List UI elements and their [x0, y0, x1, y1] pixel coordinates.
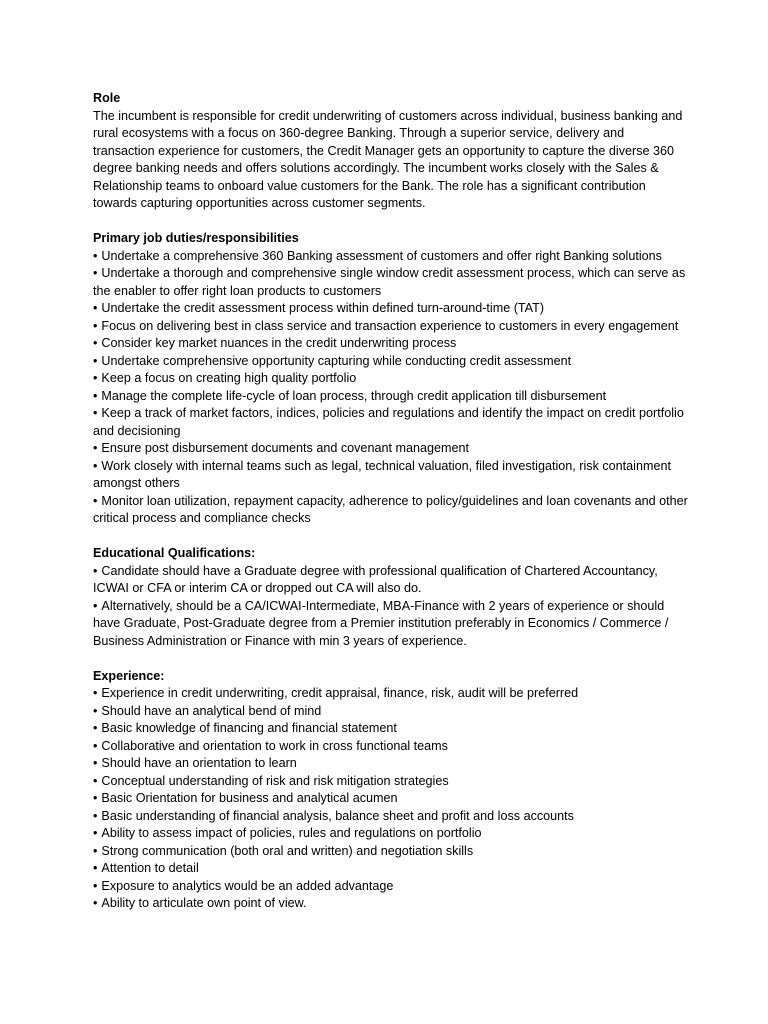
role-heading: Role	[93, 91, 121, 105]
bullet-glyph: •	[93, 441, 98, 455]
bullet-glyph: •	[93, 248, 98, 263]
list-item	[93, 773, 688, 791]
bullet-glyph: •	[93, 318, 98, 333]
bullet-glyph: •	[93, 371, 98, 385]
list-item-text: Undertake a thorough and comprehensive single window credit assessment process, which can serve as the enabler to offer right loan products to customers	[93, 266, 686, 298]
bullet-glyph: •	[93, 808, 98, 823]
bullet-glyph: •	[93, 738, 98, 753]
list-item	[93, 300, 688, 318]
bullet-glyph: •	[93, 388, 98, 403]
list-item-text: Basic Orientation for business and analytical acumen	[101, 791, 398, 805]
duties-list	[93, 248, 688, 528]
list-item-text: Consider key market nuances in the credit underwriting process	[101, 336, 457, 350]
list-item-text: Ability to articulate own point of view.	[101, 896, 307, 910]
list-item-text: Manage the complete life-cycle of loan process, through credit application till disbursement	[101, 388, 607, 403]
bullet-glyph: •	[93, 336, 98, 350]
list-item-text: Undertake the credit assessment process within defined turn-around-time (TAT)	[101, 301, 545, 315]
list-item-text: Focus on delivering best in class service and transaction experience to customers in every engagement	[101, 318, 679, 333]
list-item-text: Keep a focus on creating high quality portfolio	[101, 371, 357, 385]
bullet-glyph: •	[93, 458, 98, 473]
list-item-text: Alternatively, should be a CA/ICWAI-Intermediate, MBA-Finance with 2 years of experience or should have Graduate, Post-Graduate degree from a Premier institution preferably in Economics / Commerce / Business Administration or Finance with min 3 years of experience.	[93, 598, 669, 648]
list-item-text: Should have an analytical bend of mind	[101, 703, 322, 718]
bullet-glyph: •	[93, 598, 98, 613]
list-item	[93, 790, 688, 808]
list-item-text: Ability to assess impact of policies, rules and regulations on portfolio	[101, 826, 482, 840]
list-item-text: Should have an orientation to learn	[101, 756, 297, 770]
bullet-glyph: •	[93, 878, 98, 893]
bullet-glyph: •	[93, 686, 98, 700]
bullet-glyph: •	[93, 756, 98, 770]
list-item	[93, 720, 688, 738]
experience-heading: Experience:	[93, 668, 165, 683]
list-item	[93, 895, 688, 913]
bullet-glyph: •	[93, 703, 98, 718]
list-item	[93, 808, 688, 826]
role-section	[93, 90, 688, 213]
experience-section	[93, 668, 688, 913]
duties-section	[93, 230, 688, 528]
list-item	[93, 843, 688, 861]
list-item	[93, 370, 688, 388]
list-item	[93, 458, 688, 493]
bullet-glyph: •	[93, 353, 98, 368]
list-item-text: Work closely with internal teams such as legal, technical valuation, filed investigation, risk containment amongst others	[93, 458, 671, 490]
bullet-glyph: •	[93, 721, 98, 735]
bullet-glyph: •	[93, 563, 98, 578]
education-heading: Educational Qualifications:	[93, 546, 256, 560]
list-item-text: Candidate should have a Graduate degree with professional qualification of Chartered Accountancy, ICWAI or CFA or interim CA or dropped out CA will also do.	[93, 563, 658, 595]
list-item-text: Conceptual understanding of risk and risk mitigation strategies	[101, 773, 449, 788]
list-item-text: Basic understanding of financial analysis, balance sheet and profit and loss accounts	[101, 808, 574, 823]
list-item-text: Attention to detail	[101, 861, 199, 875]
list-item	[93, 563, 688, 598]
list-item	[93, 440, 688, 458]
list-item-text: Basic knowledge of financing and financial statement	[101, 721, 397, 735]
bullet-glyph: •	[93, 773, 98, 788]
list-item	[93, 685, 688, 703]
list-item	[93, 248, 688, 266]
list-item	[93, 738, 688, 756]
list-item	[93, 878, 688, 896]
duties-heading: Primary job duties/responsibilities	[93, 231, 299, 245]
experience-list	[93, 685, 688, 913]
list-item-text: Strong communication (both oral and written) and negotiation skills	[101, 843, 474, 858]
list-item	[93, 493, 688, 528]
bullet-glyph: •	[93, 843, 98, 858]
list-item-text: Collaborative and orientation to work in cross functional teams	[101, 738, 448, 753]
list-item	[93, 405, 688, 440]
list-item	[93, 388, 688, 406]
bullet-glyph: •	[93, 266, 98, 280]
list-item-text: Undertake a comprehensive 360 Banking assessment of customers and offer right Banking solutions	[101, 248, 662, 263]
list-item	[93, 703, 688, 721]
list-item	[93, 318, 688, 336]
bullet-glyph: •	[93, 896, 98, 910]
bullet-glyph: •	[93, 493, 98, 508]
list-item	[93, 353, 688, 371]
role-description: The incumbent is responsible for credit underwriting of customers across individual, business banking and rural ecosystems with a focus on 360-degree Banking. Through a superior service, delivery and transaction experience for customers, the Credit Manager gets an opportunity to capture the diverse 360 degree banking needs and offers solutions accordingly. The incumbent works closely with the Sales & Relationship teams to onboard value customers for the Bank. The role has a significant contribution towards capturing opportunities across customer segments.	[93, 108, 683, 210]
list-item	[93, 335, 688, 353]
list-item	[93, 265, 688, 300]
education-list	[93, 563, 688, 651]
list-item	[93, 825, 688, 843]
list-item-text: Ensure post disbursement documents and covenant management	[101, 441, 469, 455]
list-item	[93, 755, 688, 773]
list-item-text: Experience in credit underwriting, credit appraisal, finance, risk, audit will be preferred	[101, 686, 579, 700]
education-section	[93, 545, 688, 650]
bullet-glyph: •	[93, 301, 98, 315]
list-item-text: Keep a track of market factors, indices, policies and regulations and identify the impact on credit portfolio and decisioning	[93, 406, 684, 438]
list-item-text: Monitor loan utilization, repayment capacity, adherence to policy/guidelines and loan covenants and other critical process and compliance checks	[93, 493, 688, 525]
bullet-glyph: •	[93, 791, 98, 805]
list-item	[93, 598, 688, 651]
bullet-glyph: •	[93, 826, 98, 840]
bullet-glyph: •	[93, 406, 98, 420]
bullet-glyph: •	[93, 861, 98, 875]
list-item-text: Undertake comprehensive opportunity capturing while conducting credit assessment	[101, 353, 572, 368]
list-item-text: Exposure to analytics would be an added advantage	[101, 878, 394, 893]
list-item	[93, 860, 688, 878]
